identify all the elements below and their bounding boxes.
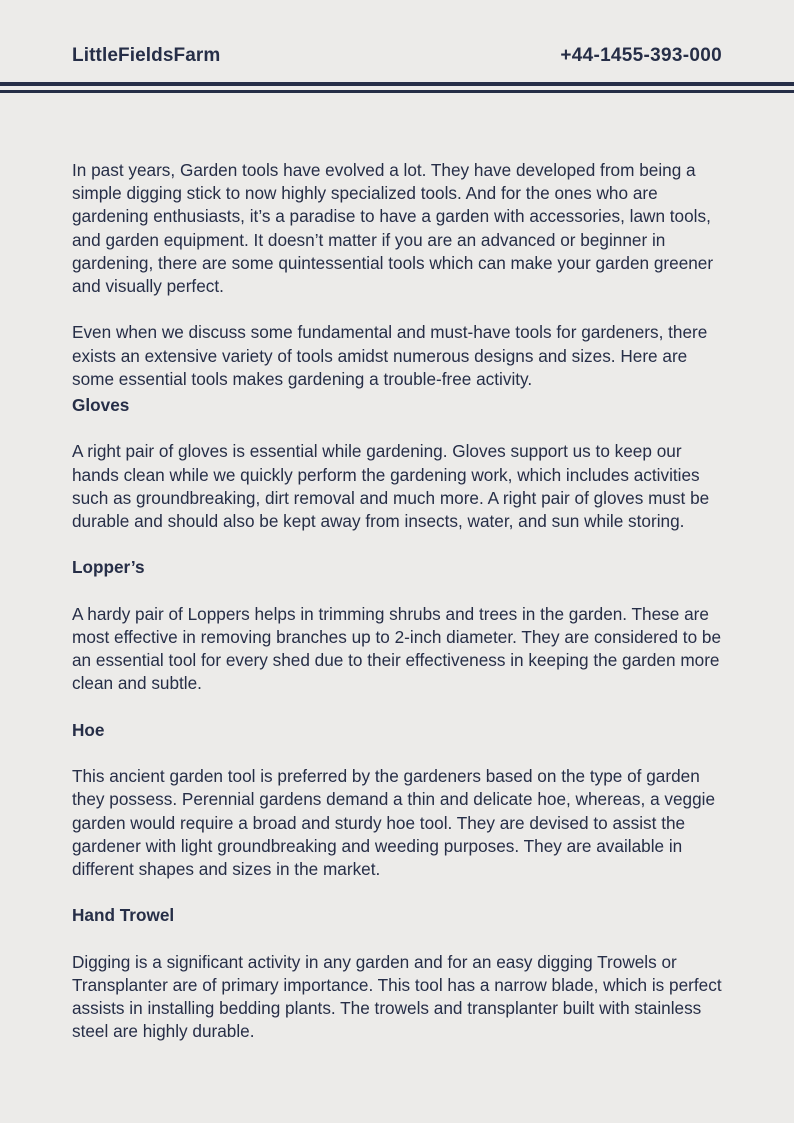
brand-name: LittleFieldsFarm <box>72 45 221 66</box>
section-body-hand-trowel: Digging is a significant activity in any garden and for an easy digging Trowels or Transplanter are of primary importance. This tool has a narrow blade, which is perfect assists in installing bedding plants. The trowels and transplanter built with stainless steel are highly durable. <box>72 951 722 1042</box>
section-body-loppers: A hardy pair of Loppers helps in trimming shrubs and trees in the garden. These are most effective in removing branches up to 2-inch diameter. They are considered to be an essential tool for every shed due to their effectiveness in keeping the garden more clean and subtle. <box>72 603 722 694</box>
header-rule-thick <box>0 82 794 86</box>
section-title-gloves: Gloves <box>72 395 130 416</box>
section-body-hoe: This ancient garden tool is preferred by the gardeners based on the type of garden they possess. Perennial gardens demand a thin and delicate hoe, whereas, a veggie garden would require a broad and sturdy hoe tool. They are devised to assist the gardener with light groundbreaking and weeding purposes. They are available in different shapes and sizes in the market. <box>72 766 716 879</box>
section-title-hand-trowel: Hand Trowel <box>72 905 175 926</box>
page-header <box>0 0 794 100</box>
section-title-hoe: Hoe <box>72 719 105 740</box>
section-body-gloves: A right pair of gloves is essential while gardening. Gloves support us to keep our hands clean while we quickly perform the gardening work, which includes activities such as groundbreaking, dirt removal and much more. A right pair of gloves must be durable and should also be kept away from insects, water, and sun while storing. <box>72 441 710 532</box>
header-rule-thin <box>0 90 794 93</box>
document-body <box>72 159 732 1044</box>
section-title-loppers: Lopper’s <box>72 557 145 578</box>
intro-paragraph-2: Even when we discuss some fundamental and must-have tools for gardeners, there exists an extensive variety of tools amidst numerous designs and sizes. Here are some essential tools makes gardening a trouble-free activity. <box>72 322 708 389</box>
section-hand-trowel <box>72 904 732 1043</box>
section-loppers <box>72 556 732 695</box>
phone-number: +44-1455-393-000 <box>560 45 722 66</box>
intro-paragraph-1: In past years, Garden tools have evolved a lot. They have developed from being a simple digging stick to now highly specialized tools. And for the ones who are gardening enthusiasts, it’s a paradise to have a garden with accessories, lawn tools, and garden equipment. It doesn’t matter if you are an advanced or beginner in gardening, there are some quintessential tools which can make your garden greener and visually perfect. <box>72 160 714 297</box>
section-hoe <box>72 719 732 881</box>
section-gloves <box>72 394 732 533</box>
